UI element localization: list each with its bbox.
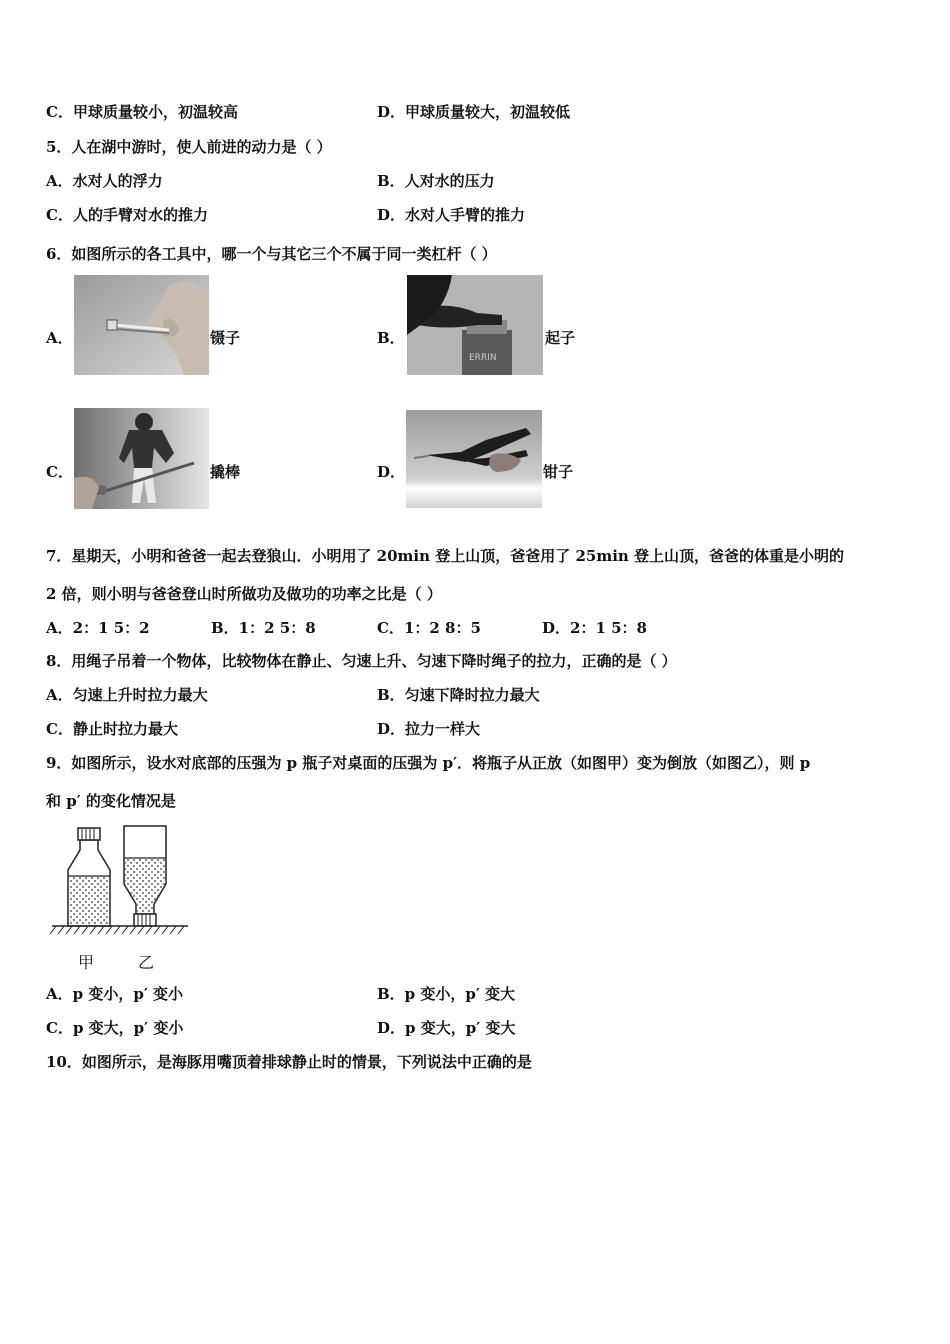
q8-option-d: D．拉力一样大 xyxy=(377,720,481,738)
crowbar-photo xyxy=(74,408,209,509)
q9-option-d: D．p 变大，p′ 变大 xyxy=(377,1019,516,1037)
q5-stem: 5．人在湖中游时，使人前进的动力是（ ） xyxy=(46,138,332,156)
q6-option-c-letter: C． xyxy=(46,463,73,481)
q5-option-a: A．水对人的浮力 xyxy=(46,172,163,190)
bottles-diagram xyxy=(48,822,193,942)
q5-option-d: D．水对人手臂的推力 xyxy=(377,206,526,224)
q6-option-d-name: 钳子 xyxy=(543,463,574,481)
q6-option-b-name: 起子 xyxy=(545,329,576,347)
q6-option-d-letter: D． xyxy=(377,463,406,481)
q8-option-a: A．匀速上升时拉力最大 xyxy=(46,686,208,704)
q7-option-b: B．1：2 5：8 xyxy=(211,619,316,637)
q9-figure-label-yi: 乙 xyxy=(138,953,155,972)
q4-option-d: D．甲球质量较大，初温较低 xyxy=(377,103,571,121)
q8-option-b: B．匀速下降时拉力最大 xyxy=(377,686,540,704)
q7-option-d: D．2：1 5：8 xyxy=(542,619,647,637)
q8-option-c: C．静止时拉力最大 xyxy=(46,720,178,738)
q7-stem-line1: 7．星期天，小明和爸爸一起去登狼山．小明用了 20min 登上山顶，爸爸用了 25min 登上山顶，爸爸的体重是小明的 xyxy=(46,547,845,565)
q6-option-c-name: 撬棒 xyxy=(210,463,241,481)
q5-option-b: B．人对水的压力 xyxy=(377,172,495,190)
q6-option-a-letter: A． xyxy=(46,329,73,347)
q7-option-c: C．1：2 8：5 xyxy=(377,619,481,637)
q7-option-a: A．2：1 5：2 xyxy=(46,619,150,637)
q6-option-b-letter: B． xyxy=(377,329,405,347)
q9-option-b: B．p 变小，p′ 变大 xyxy=(377,985,516,1003)
q6-stem: 6．如图所示的各工具中，哪一个与其它三个不属于同一类杠杆（ ） xyxy=(46,245,497,263)
q5-option-c: C．人的手臂对水的推力 xyxy=(46,206,208,224)
q9-option-c: C．p 变大，p′ 变小 xyxy=(46,1019,184,1037)
q9-figure-label-jia: 甲 xyxy=(78,953,95,972)
q9-stem-line2: 和 p′ 的变化情况是 xyxy=(46,792,176,810)
svg-text:ERRIN: ERRIN xyxy=(469,353,497,363)
q7-stem-line2: 2 倍，则小明与爸爸登山时所做功及做功的功率之比是（ ） xyxy=(46,585,442,603)
q6-option-a-name: 镊子 xyxy=(210,329,241,347)
q8-stem: 8．用绳子吊着一个物体，比较物体在静止、匀速上升、匀速下降时绳子的拉力，正确的是（ ） xyxy=(46,652,677,670)
q9-option-a: A．p 变小，p′ 变小 xyxy=(46,985,184,1003)
pliers-photo xyxy=(406,410,542,508)
tweezers-photo xyxy=(74,275,209,375)
bottle-opener-photo xyxy=(407,275,543,375)
q9-stem-line1: 9．如图所示，设水对底部的压强为 p 瓶子对桌面的压强为 p′．将瓶子从正放（如图甲）变为倒放（如图乙），则 p xyxy=(46,754,811,772)
q4-option-c: C．甲球质量较小，初温较高 xyxy=(46,103,238,121)
q10-stem: 10．如图所示，是海豚用嘴顶着排球静止时的情景，下列说法中正确的是 xyxy=(46,1053,532,1071)
